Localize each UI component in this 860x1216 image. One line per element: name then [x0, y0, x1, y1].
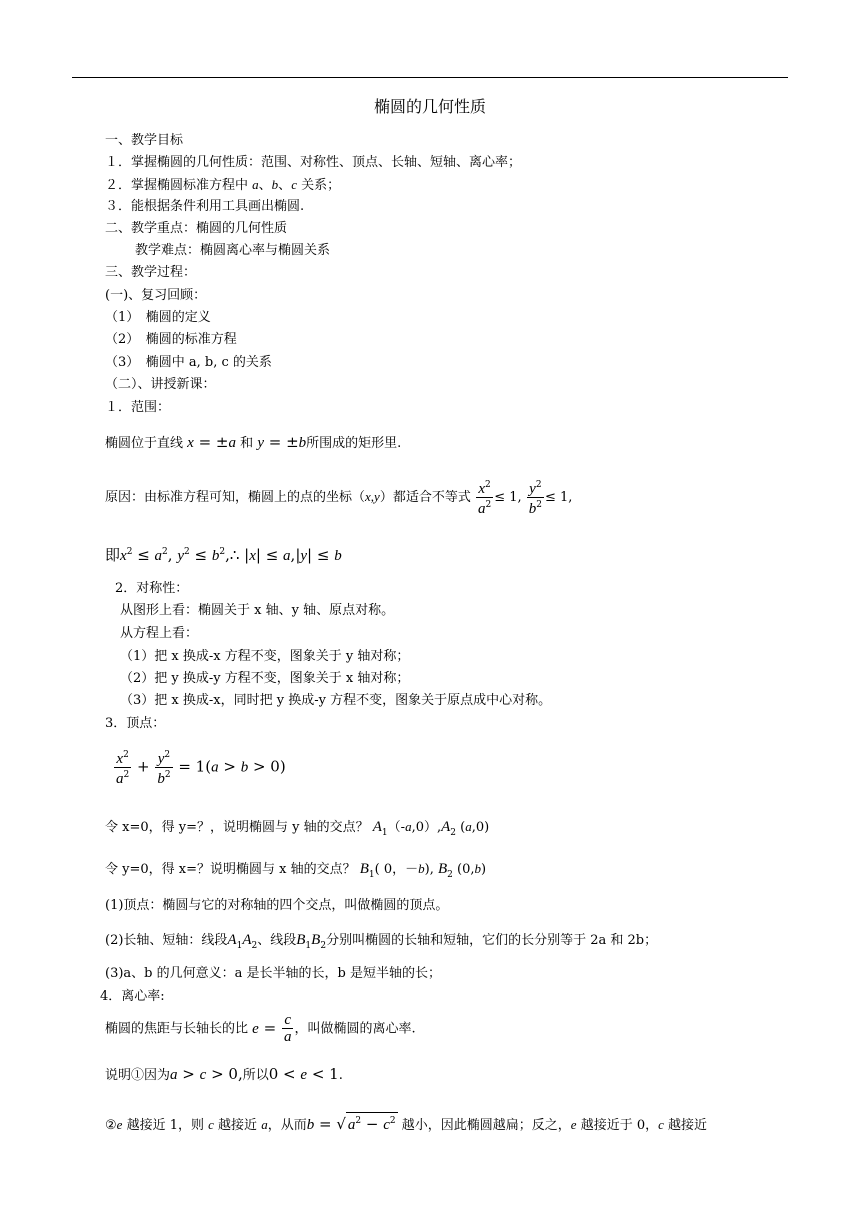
- symmetry-item-2: （2）把 y 换成-y 方程不变，图象关于 x 轴对称；: [120, 671, 410, 686]
- section-heading-focus: 二、教学重点：椭圆的几何性质: [105, 221, 288, 236]
- symmetry-equation: 从方程上看：: [120, 626, 199, 641]
- new-lesson-heading: （二）、讲授新课：: [105, 377, 216, 392]
- reason-text: 原因：由标准方程可知，椭圆上的点的坐标（x,y）都适合不等式 $\frac{x^2}{a^2}$ ≤ 1, $\frac{y^2}{b^2}$ ≤ 1,: [105, 480, 573, 517]
- symmetry-heading: 2．对称性：: [115, 581, 189, 596]
- review-item-3: （3） 椭圆中 a, b, c 的关系: [105, 355, 272, 370]
- ab-meaning: (3)a、b 的几何意义：a 是长半轴的长，b 是短半轴的长；: [105, 966, 441, 981]
- let-y-zero: 令 y=0，得 x=？说明椭圆与 x 轴的交点？ $B_1$( 0，－b), $B_2$ (0,b): [105, 861, 487, 880]
- goal-item-2: ２．掌握椭圆标准方程中 a、b、c 关系；: [105, 177, 341, 193]
- symmetry-graph: 从图形上看：椭圆关于 x 轴、y 轴、原点对称。: [120, 603, 395, 618]
- review-item-1: （1） 椭圆的定义: [105, 310, 211, 325]
- review-heading: (一)、复习回顾：: [105, 288, 207, 303]
- symmetry-item-3: （3）把 x 换成-x，同时把 y 换成-y 方程不变，图象关于原点成中心对称。: [120, 693, 552, 708]
- page-title: 椭圆的几何性质: [373, 97, 486, 116]
- inequality-line: 即$x^2 \le a^2$, $y^2$ ≤ $b^2,\therefore$ |x| ≤ a,|y| ≤ b: [105, 546, 342, 564]
- ellipse-equation: $\frac{x^2}{a^2}$ + $\frac{y^2}{b^2}$ = 1(a > b > 0): [116, 750, 286, 787]
- review-item-2: （2） 椭圆的标准方程: [105, 332, 237, 347]
- header-rule: [72, 77, 788, 78]
- goal-item-1: １．掌握椭圆的几何性质：范围、对称性、顶点、长轴、短轴、离心率；: [105, 155, 522, 170]
- difficulty-line: 教学难点：椭圆离心率与椭圆关系: [135, 243, 331, 258]
- axes-definition: (2)长轴、短轴：线段$A_1A_2$、线段$B_1B_2$分别叫椭圆的长轴和短轴，它们的长分别等于 2a 和 2b；: [105, 932, 658, 951]
- note-2: ②e 越接近 1，则 c 越接近 a，从而b = √ $a^2 - c^2$ 越小，因此椭圆越扁；反之，e 越接近于 0，c 越接近: [105, 1112, 707, 1134]
- goal-item-3: ３．能根据条件利用工具画出椭圆.: [105, 199, 305, 214]
- eccentricity-definition: 椭圆的焦距与长轴长的比 e = $\frac{c}{a}$ ，叫做椭圆的离心率.: [105, 1012, 416, 1045]
- note-1: 说明①因为a > c > 0,所以0 < e < 1.: [105, 1065, 343, 1083]
- symmetry-item-1: （1）把 x 换成-x 方程不变，图象关于 y 轴对称；: [120, 649, 410, 664]
- vertex-definition: (1)顶点：椭圆与它的对称轴的四个交点，叫做椭圆的顶点。: [105, 898, 449, 913]
- section-heading-process: 三、教学过程：: [105, 265, 197, 280]
- eccentricity-heading: 4．离心率:: [100, 989, 165, 1004]
- vertex-heading: 3．顶点：: [105, 716, 166, 731]
- range-heading: １．范围：: [105, 400, 171, 415]
- range-text: 椭圆位于直线 x = ±a 和 y = ±b所围成的矩形里.: [105, 433, 402, 451]
- let-x-zero: 令 x=0，得 y=？，说明椭圆与 y 轴的交点？ $A_1(-a,0),A_2$ (a,0): [105, 819, 490, 838]
- section-heading-goals: 一、教学目标: [105, 133, 184, 148]
